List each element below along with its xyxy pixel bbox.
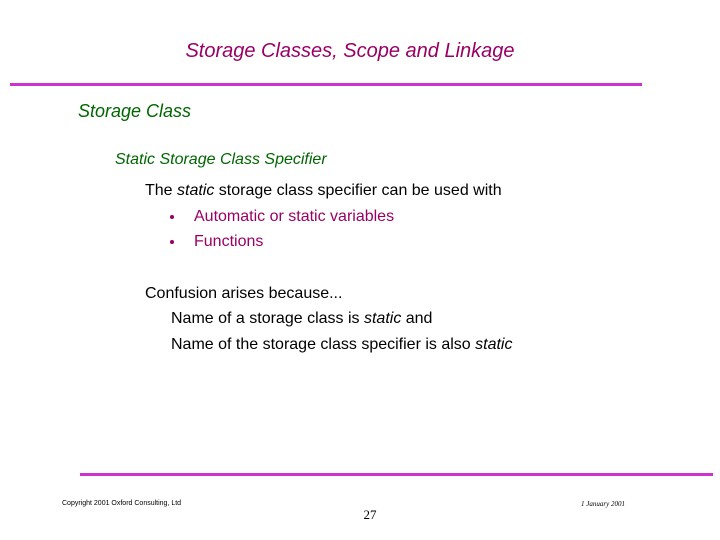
section-heading: Storage Class: [78, 101, 192, 121]
bullet-label: Automatic or static variables: [194, 208, 395, 225]
confusion-line-1: [171, 310, 432, 328]
intro-emphasis: static: [177, 182, 215, 199]
slide-title: Storage Classes, Scope and Linkage: [185, 40, 515, 62]
title-divider: [10, 83, 642, 86]
bullet-item: [170, 208, 394, 226]
bullet-label: Functions: [194, 233, 264, 250]
footer-date: 1 January 2001: [581, 500, 625, 508]
confusion-line-1-before: Name of a storage class is: [171, 310, 364, 327]
footer-divider: [80, 473, 713, 476]
bullet-item: [170, 233, 263, 251]
bullet-icon: [170, 215, 174, 219]
confusion-line-2-emphasis: static: [475, 336, 513, 353]
subheading: Static Storage Class Specifier: [115, 151, 327, 168]
footer-copyright: Copyright 2001 Oxford Consulting, Ltd: [62, 500, 182, 507]
intro-before: The: [145, 182, 178, 199]
page-number: 27: [363, 507, 377, 522]
confusion-intro: Confusion arises because...: [145, 285, 343, 302]
confusion-line-2: [171, 336, 512, 354]
confusion-line-2-before: Name of the storage class specifier is also: [171, 336, 476, 353]
confusion-line-1-emphasis: static: [363, 310, 402, 327]
intro-line: [145, 182, 502, 200]
bullet-icon: [170, 240, 174, 244]
intro-after: storage class specifier can be used with: [214, 182, 502, 199]
confusion-line-1-after: and: [401, 310, 433, 327]
